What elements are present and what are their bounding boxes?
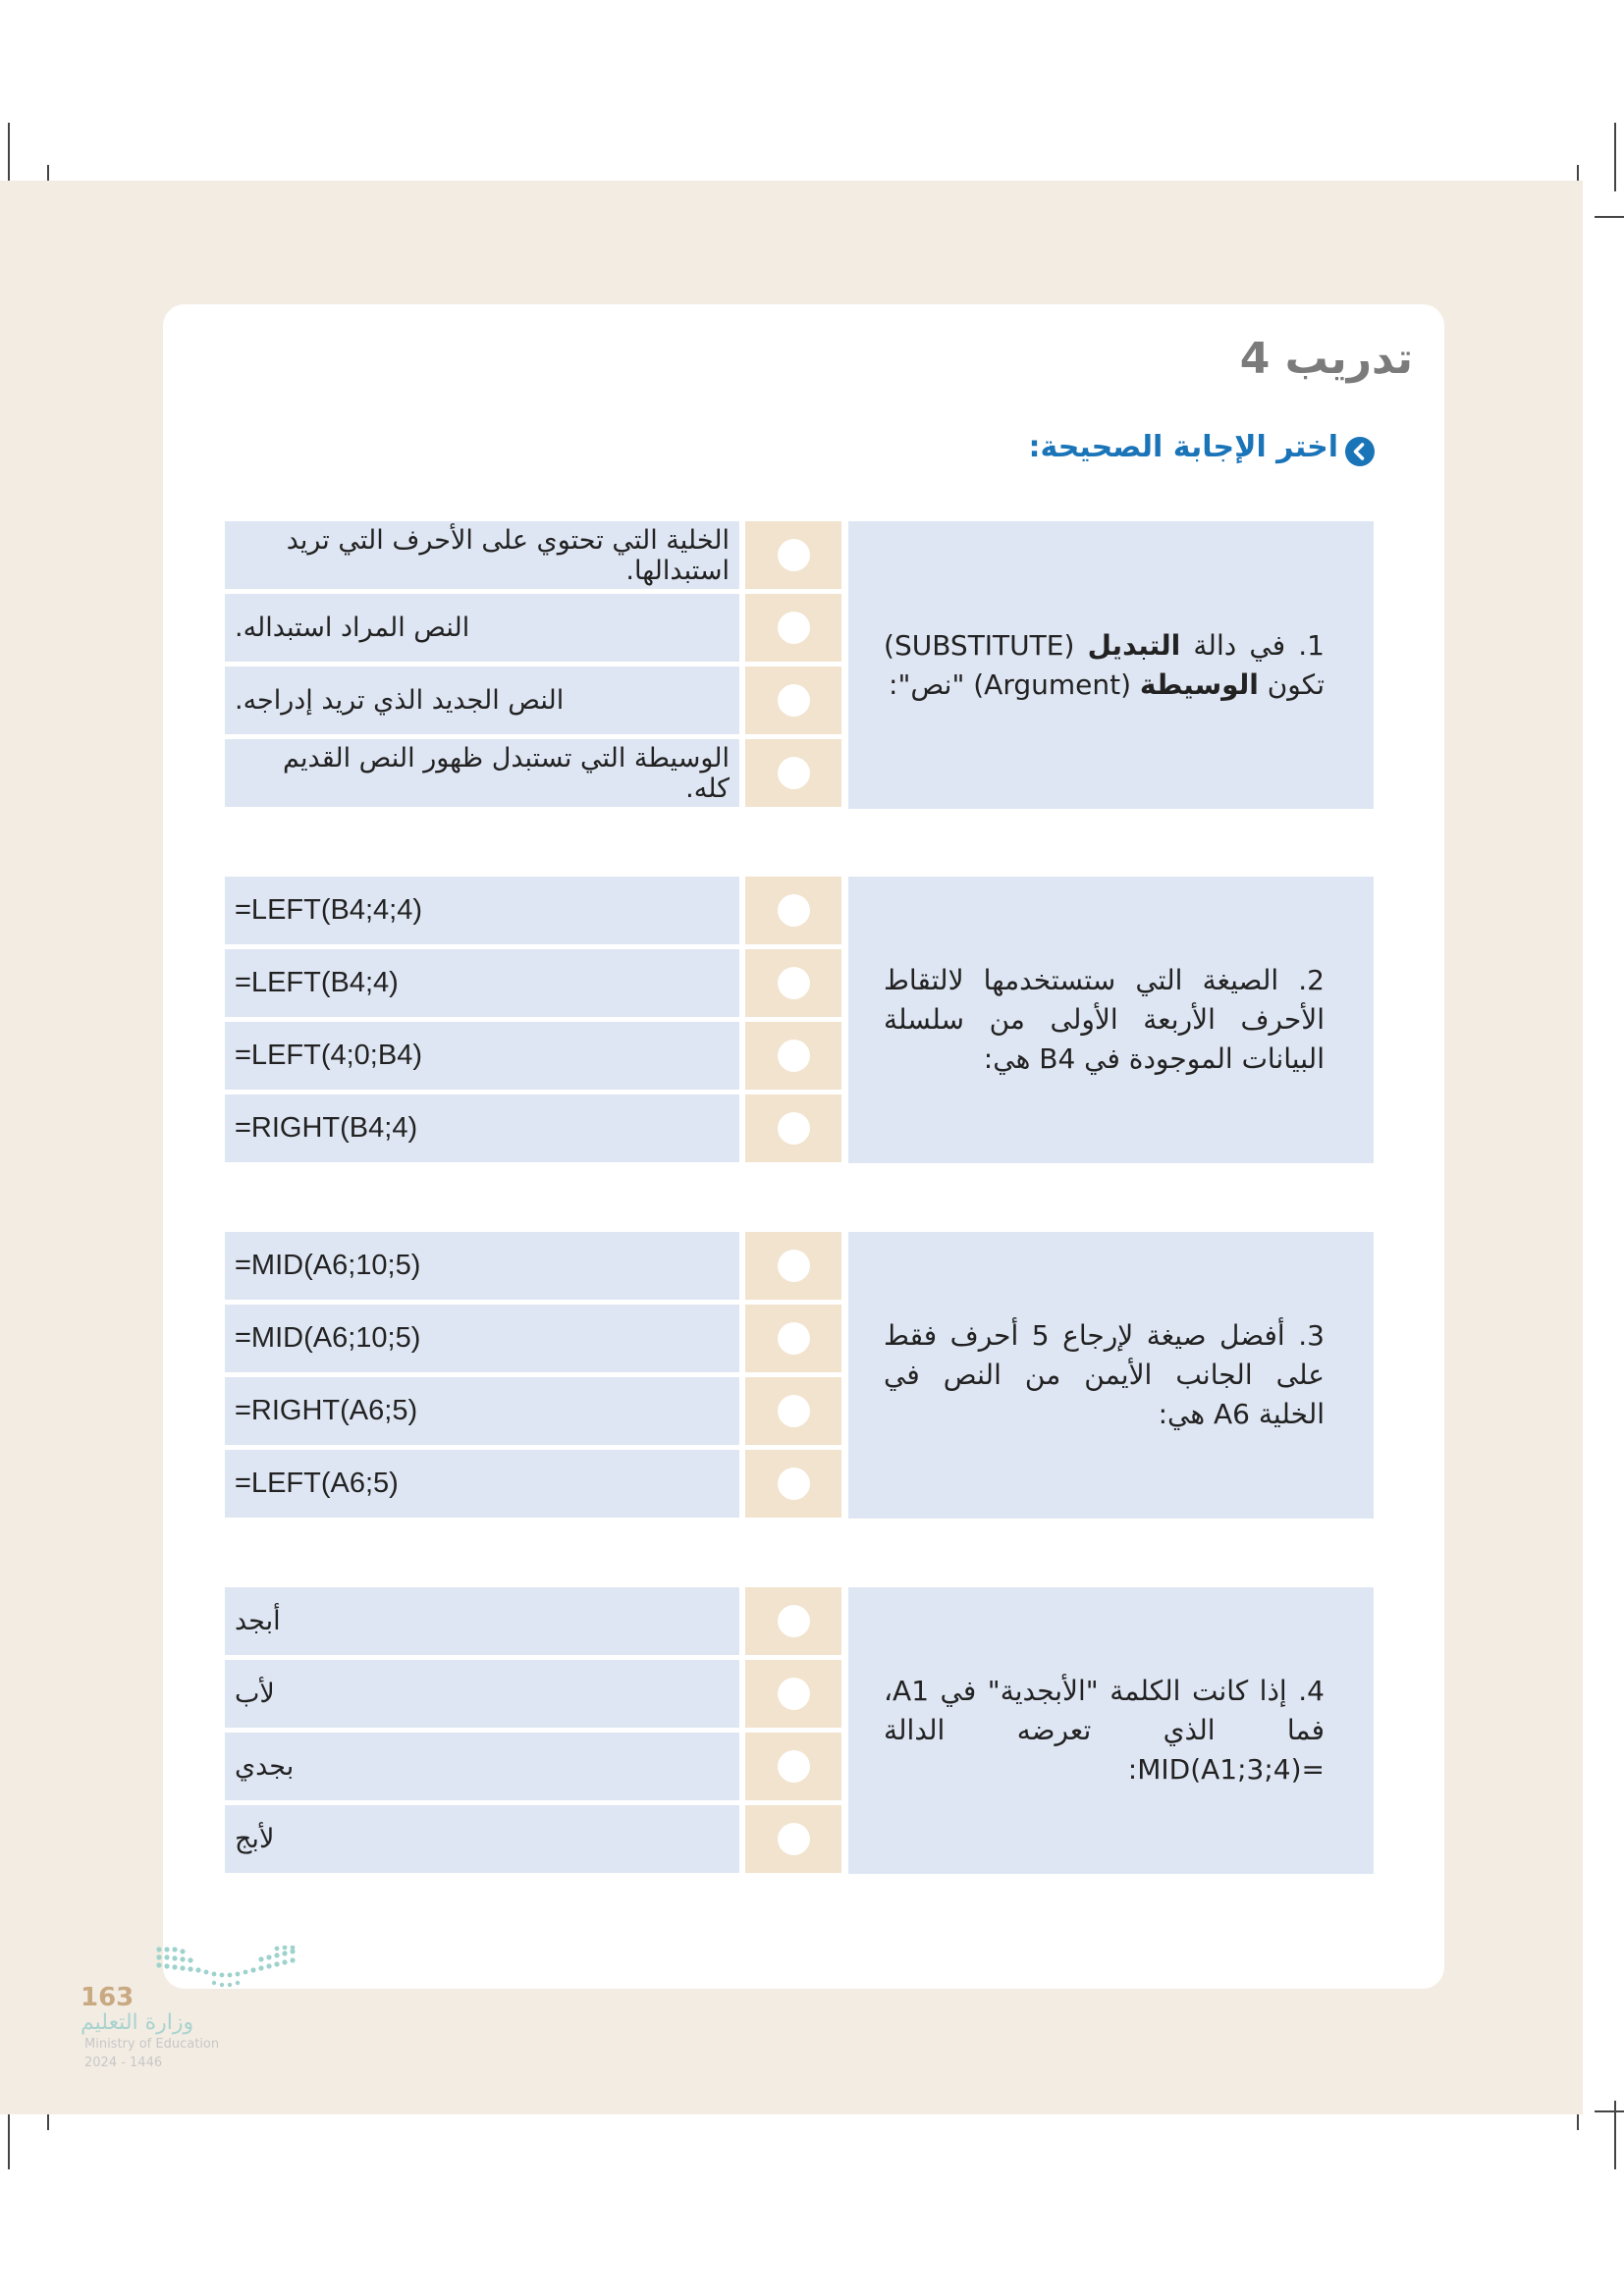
ministry-name-ar: وزارة التعليم [81,2010,194,2035]
edition-year: 2024 - 1446 [84,2056,163,2070]
option-row [225,521,1374,589]
radio-cell [745,1095,841,1162]
radio-cell [745,949,841,1017]
option-radio[interactable] [778,1468,810,1500]
radio-cell [745,1232,841,1300]
radio-cell [745,1805,841,1873]
radio-cell [745,1587,841,1655]
radio-cell [745,667,841,734]
radio-cell [745,521,841,589]
option-text: لأب [225,1660,739,1728]
option-text: =MID(A6;10;5) [225,1305,739,1372]
question-body: إذا كانت الكلمة "الأبجدية" في A1، فما الذي تعرضه الدالة =MID(A1;3;4): [884,1675,1325,1786]
option-row [225,667,1374,734]
option-text: =LEFT(B4;4) [225,949,739,1017]
ministry-name-en: Ministry of Education [84,2037,220,2052]
option-radio[interactable] [778,1605,810,1637]
option-row [225,1305,1374,1372]
option-radio[interactable] [778,1250,810,1282]
crop-mark [1595,216,1624,218]
radio-cell [745,739,841,807]
option-radio[interactable] [778,684,810,717]
question-body: الصيغة التي ستستخدمها لالتقاط الأحرف الأربعة الأولى من سلسلة البيانات الموجودة في B4 هي: [884,964,1325,1075]
option-row [225,1232,1374,1300]
option-row [225,1377,1374,1445]
radio-cell [745,594,841,662]
option-radio[interactable] [778,967,810,999]
question-block-4 [225,1587,1374,1874]
option-radio[interactable] [778,539,810,571]
question-body: أفضل صيغة لإرجاع 5 أحرف فقط على الجانب الأيمن من النص في الخلية A6 هي: [884,1319,1325,1430]
option-text: لأبج [225,1805,739,1873]
option-radio[interactable] [778,757,810,789]
option-radio[interactable] [778,894,810,927]
option-row [225,1733,1374,1800]
option-radio[interactable] [778,1678,810,1710]
option-radio[interactable] [778,1823,810,1855]
option-radio[interactable] [778,612,810,644]
option-row [225,1660,1374,1728]
option-text: =LEFT(B4;4;4) [225,877,739,944]
question-number: 1. [1298,628,1325,662]
radio-cell [745,1450,841,1518]
exercise-title: تدريب 4 [1239,334,1413,384]
option-text: أبجد [225,1587,739,1655]
question-block-1 [225,521,1374,809]
option-row [225,1587,1374,1655]
option-text: الخلية التي تحتوي على الأحرف التي تريد استبدالها. [225,521,739,589]
crop-mark [1595,2110,1624,2112]
option-radio[interactable] [778,1112,810,1145]
option-row [225,1095,1374,1162]
option-radio[interactable] [778,1322,810,1355]
radio-cell [745,1377,841,1445]
option-row [225,877,1374,944]
question-text: 1. في دالة التبديل (SUBSTITUTE) تكون الوسيطة (Argument) "نص": [884,628,1325,701]
radio-cell [745,1305,841,1372]
option-text: الوسيطة التي تستبدل ظهور النص القديم كله. [225,739,739,807]
option-row [225,1805,1374,1873]
option-radio[interactable] [778,1040,810,1072]
page-number: 163 [81,1983,135,2012]
instruction-heading [1029,430,1376,464]
question-number: 3. [1298,1319,1325,1352]
option-radio[interactable] [778,1395,810,1427]
radio-cell [745,877,841,944]
option-row [225,594,1374,662]
option-row [225,1450,1374,1518]
option-row [225,949,1374,1017]
option-text: =LEFT(A6;5) [225,1450,739,1518]
question-block-3 [225,1232,1374,1519]
instruction-text: اختر الإجابة الصحيحة: [1028,430,1338,464]
question-number: 4. [1298,1675,1325,1707]
page-edge-strip [1571,181,1583,2114]
option-text: =MID(A6;10;5) [225,1232,739,1300]
option-row [225,1022,1374,1090]
option-text: بجدي [225,1733,739,1800]
option-radio[interactable] [778,1750,810,1783]
option-text: النص الجديد الذي تريد إدراجه. [225,667,739,734]
option-row [225,739,1374,807]
question-number: 2. [1298,964,1325,996]
radio-cell [745,1733,841,1800]
option-text: =LEFT(4;0;B4) [225,1022,739,1090]
option-text: =RIGHT(A6;5) [225,1377,739,1445]
option-text: =RIGHT(B4;4) [225,1095,739,1162]
crop-mark [1614,123,1616,191]
radio-cell [745,1660,841,1728]
question-block-2 [225,877,1374,1163]
ministry-logo-dots [155,1946,298,1993]
option-text: النص المراد استبداله. [225,594,739,662]
radio-cell [745,1022,841,1090]
